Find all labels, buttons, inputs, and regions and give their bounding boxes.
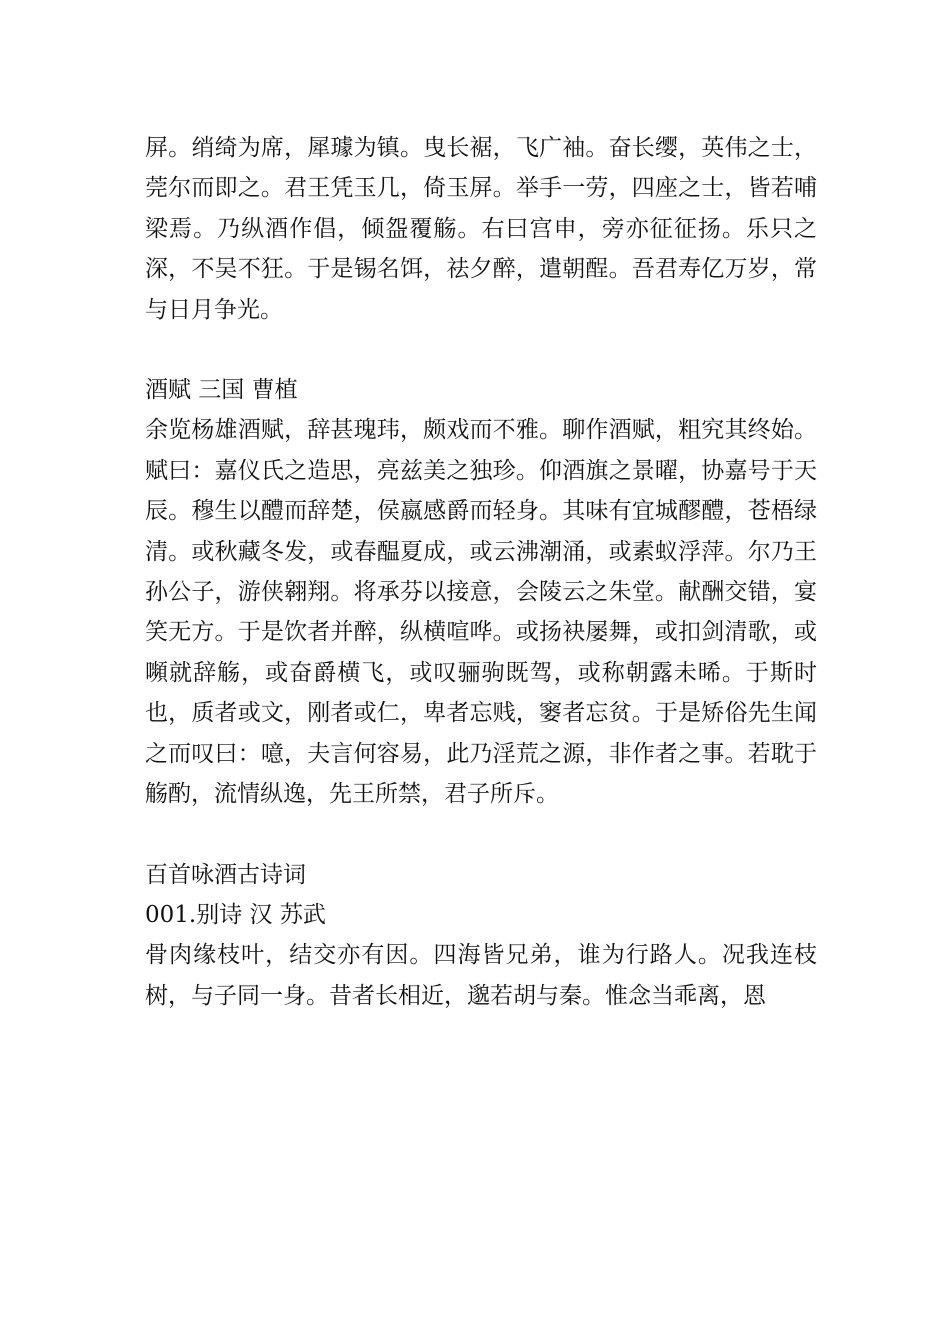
document-page: [145, 128, 817, 1016]
poem-body: 骨肉缘枝叶，结交亦有因。四海皆兄弟，谁为行路人。况我连枝树，与子同一身。昔者长相近，邈若胡与秦。惟念当乖离，恩: [145, 942, 817, 1009]
collection-heading: 百首咏酒古诗词: [145, 861, 306, 888]
section-spacer: [145, 815, 817, 855]
jiufu-body: 余览杨雄酒赋，辞甚瑰玮，颇戏而不雅。聊作酒赋，粗究其终始。赋曰：嘉仪氏之造思，亮兹美之独珍。仰酒旗之景曜，协嘉号于天辰。穆生以醴而辞楚，侯嬴感爵而轻身。其味有宜城醪醴，苍梧绿清。或秋藏冬发，或春醖夏成，或云沸潮涌，或素蚁浮萍。尔乃王孙公子，游侠翱翔。将承芬以接意，会陵云之朱堂。献酬交错，宴笑无方。于是饮者并醉，纵横喧哗。或扬袂屡舞，或扣剑清歌，或嚬就辞觞，或奋爵横飞，或叹骊驹既驾，或称朝露未晞。于斯时也，质者或文，刚者或仁，卑者忘贱，窭者忘贫。于是矫俗先生闻之而叹曰：噫，夫言何容易，此乃淫荒之源，非作者之事。若耽于觞酌，流情纵逸，先王所禁，君子所斥。: [145, 417, 817, 808]
jiufu-heading: 酒赋 三国 曹植: [145, 377, 298, 404]
section-spacer: [145, 330, 817, 370]
poem-title: 001.别诗 汉 苏武: [145, 901, 326, 928]
continued-paragraph: 屏。绡绮为席，犀璩为镇。曳长裾，飞广袖。奋长缨，英伟之士，莞尔而即之。君王凭玉几，倚玉屏。举手一劳，四座之士，皆若哺梁焉。乃纵酒作倡，倾盌覆觞。右曰宫申，旁亦征征扬。乐只之深，不吴不狂。于是锡名饵，祛夕醉，遣朝酲。吾君寿亿万岁，常与日月争光。: [145, 135, 817, 323]
